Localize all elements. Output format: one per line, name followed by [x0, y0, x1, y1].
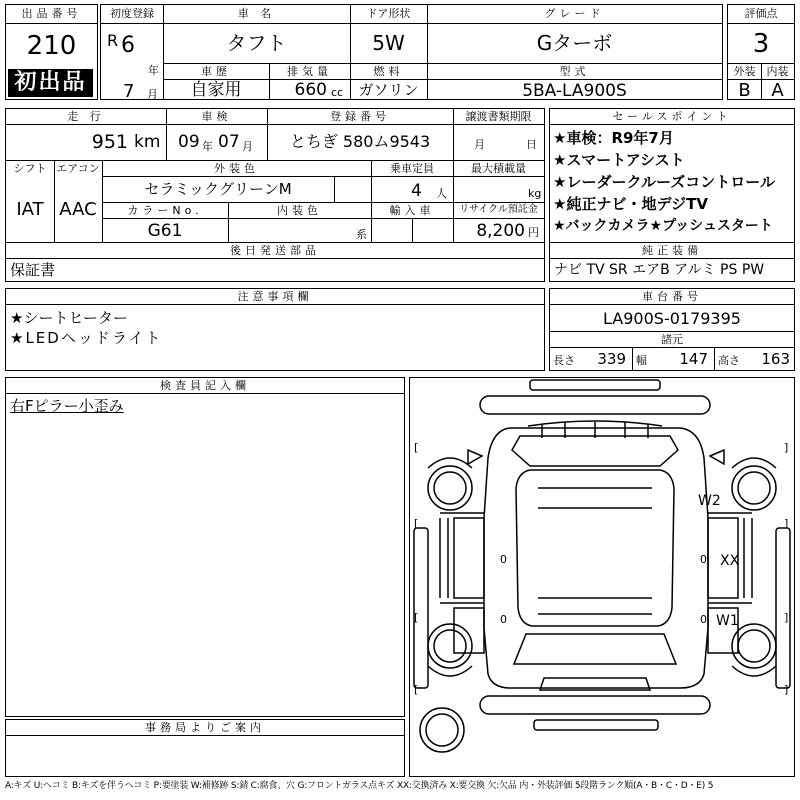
- first-reg-label: 初度登録: [110, 7, 154, 20]
- door-mark-2: 0: [700, 553, 707, 566]
- sales-point-3: ★レーダークルーズコントロール: [553, 173, 775, 191]
- displacement-unit: cc: [331, 86, 344, 99]
- chassis-box: [549, 288, 795, 371]
- aircon-label: エアコン: [56, 162, 100, 175]
- door-type: 5W: [372, 31, 405, 55]
- sales-points-box: [549, 108, 795, 282]
- capacity: 4: [411, 181, 422, 201]
- inspector-box: [5, 377, 405, 717]
- inspection-month-unit: 月: [242, 140, 253, 153]
- header-grid: [100, 4, 723, 100]
- capacity-unit: 人: [436, 187, 447, 200]
- bracket-5: [: [414, 611, 419, 624]
- first-reg-year: 6: [121, 33, 135, 58]
- bracket-1: [: [414, 441, 419, 454]
- height: 163: [761, 350, 790, 368]
- later-parts-label: 後日発送部品: [230, 244, 320, 257]
- door-mark-1: 0: [500, 553, 507, 566]
- inspection-year: 09: [178, 132, 200, 152]
- first-reg-month: 7: [123, 81, 135, 102]
- mileage-label: 走 行: [67, 110, 105, 123]
- inspection-label: 車検: [201, 110, 232, 123]
- note-2: ★LEDヘッドライト: [10, 329, 163, 347]
- bracket-6: ]: [784, 611, 789, 624]
- year-unit: 年: [148, 64, 159, 77]
- ext-color: セラミックグリーンM: [144, 180, 292, 198]
- mileage-unit: km: [134, 132, 161, 152]
- length-label: 長さ: [553, 354, 575, 367]
- door-mark-4: 0: [700, 613, 707, 626]
- recycle-label: リサイクル預託金: [459, 204, 538, 215]
- color-no-label: カラーNo.: [127, 204, 203, 217]
- car-diagram-box: [409, 377, 795, 777]
- damage-mark-w2: W2: [698, 493, 721, 509]
- import-label: 輸入車: [389, 204, 435, 217]
- bracket-2: ]: [784, 441, 789, 454]
- lot-label: 出品番号: [21, 7, 82, 20]
- chassis-label: 車台番号: [642, 290, 702, 303]
- registration-label: 登録番号: [330, 110, 390, 123]
- int-color-label: 内装色: [277, 204, 322, 217]
- bracket-7: [: [414, 683, 419, 696]
- exterior-grade: B: [738, 80, 751, 101]
- equipment-list: ナビ TV SR エアB アルミ PS PW: [554, 262, 765, 278]
- car-name-label: 車 名: [237, 7, 276, 20]
- car-name: タフト: [226, 31, 287, 55]
- transfer-label: 譲渡書類期限: [465, 110, 532, 123]
- displacement: 660: [294, 80, 327, 100]
- model-label: 型式: [559, 65, 590, 78]
- inspection-year-unit: 年: [202, 140, 213, 153]
- capacity-label: 乗車定員: [390, 162, 434, 175]
- height-label: 高さ: [718, 354, 740, 367]
- notes-label: 注意事項欄: [237, 290, 313, 303]
- shift-type: IAT: [16, 199, 44, 220]
- bracket-4: ]: [784, 517, 789, 530]
- interior-label: 内装: [766, 65, 789, 78]
- month-unit: 月: [147, 88, 158, 101]
- int-color-unit: 系: [356, 228, 367, 241]
- inspector-label: 検査員記入欄: [160, 379, 250, 392]
- note-1: ★シートヒーター: [10, 309, 128, 327]
- lot-number: 210: [26, 31, 77, 61]
- color-number: G61: [147, 221, 183, 241]
- damage-mark-xx: XX: [720, 553, 740, 569]
- exterior-label: 外装: [733, 65, 756, 78]
- bracket-3: [: [414, 517, 419, 530]
- later-parts: 保証書: [10, 261, 56, 279]
- score: 3: [752, 29, 770, 59]
- damage-mark-w1: W1: [716, 613, 739, 629]
- office-box: [5, 719, 405, 777]
- load-unit: kg: [528, 187, 542, 200]
- notes-box: [5, 288, 545, 371]
- model-code: 5BA-LA900S: [522, 81, 627, 101]
- displacement-label: 排気量: [287, 65, 332, 78]
- recycle-amount: 8,200: [476, 221, 525, 241]
- grade-label: グレード: [544, 7, 605, 20]
- shift-label: シフト: [13, 162, 47, 175]
- recycle-unit: 円: [528, 226, 539, 239]
- history: 自家用: [190, 80, 242, 100]
- ext-color-label: 外装色: [214, 162, 259, 175]
- registration-number: とちぎ 580ム9543: [289, 132, 431, 151]
- door-label: ドア形状: [366, 7, 411, 20]
- grade: Gターボ: [536, 31, 613, 55]
- bracket-8: ]: [784, 683, 789, 696]
- inspector-comment: 右Fピラー小歪み: [10, 397, 124, 415]
- length: 339: [597, 350, 626, 368]
- load-label: 最大積載量: [471, 162, 526, 175]
- transfer-day-unit: 日: [526, 138, 537, 151]
- score-label: 評価点: [744, 7, 778, 20]
- sales-point-5: ★バックカメラ★プッシュスタート: [553, 218, 773, 234]
- fuel: ガソリン: [358, 81, 419, 99]
- lot-box: [5, 4, 98, 100]
- sales-points-label: セールスポイント: [612, 110, 732, 123]
- fuel-label: 燃料: [373, 65, 404, 78]
- width: 147: [679, 350, 708, 368]
- inspection-month: 07: [218, 132, 240, 152]
- transfer-month-unit: 月: [474, 138, 485, 151]
- aircon-type: AAC: [59, 199, 97, 220]
- sales-point-1: ★車検：R9年7月: [553, 129, 674, 147]
- chassis-number: LA900S-0179395: [603, 309, 741, 328]
- history-label: 車歴: [201, 65, 231, 78]
- car-diagram: [410, 378, 794, 776]
- first-listing-badge: 初出品: [8, 69, 93, 97]
- score-box: [727, 4, 795, 100]
- width-label: 幅: [636, 354, 647, 367]
- door-mark-3: 0: [500, 613, 507, 626]
- equipment-label: 純正装備: [642, 244, 702, 257]
- era-prefix: R: [107, 31, 119, 50]
- sales-point-2: ★スマートアシスト: [553, 151, 685, 169]
- interior-grade: A: [771, 80, 784, 101]
- office-label: 事務局よりご案内: [145, 721, 265, 734]
- mileage: 951: [91, 131, 128, 153]
- sales-point-4: ★純正ナビ・地デジTV: [553, 195, 708, 213]
- details-grid: [5, 108, 545, 282]
- damage-legend: A:キズ U:ヘコミ B:キズを伴うヘコミ P:要塗装 W:補修跡 S:錆 C:腐食、穴 G:フロントガラス点キズ XX:交換済み X:要交換 欠:欠品 内・外装評価 5段階ランク順(A・B・C・D・E) 5: [5, 781, 714, 791]
- spec-label: 諸元: [661, 333, 683, 346]
